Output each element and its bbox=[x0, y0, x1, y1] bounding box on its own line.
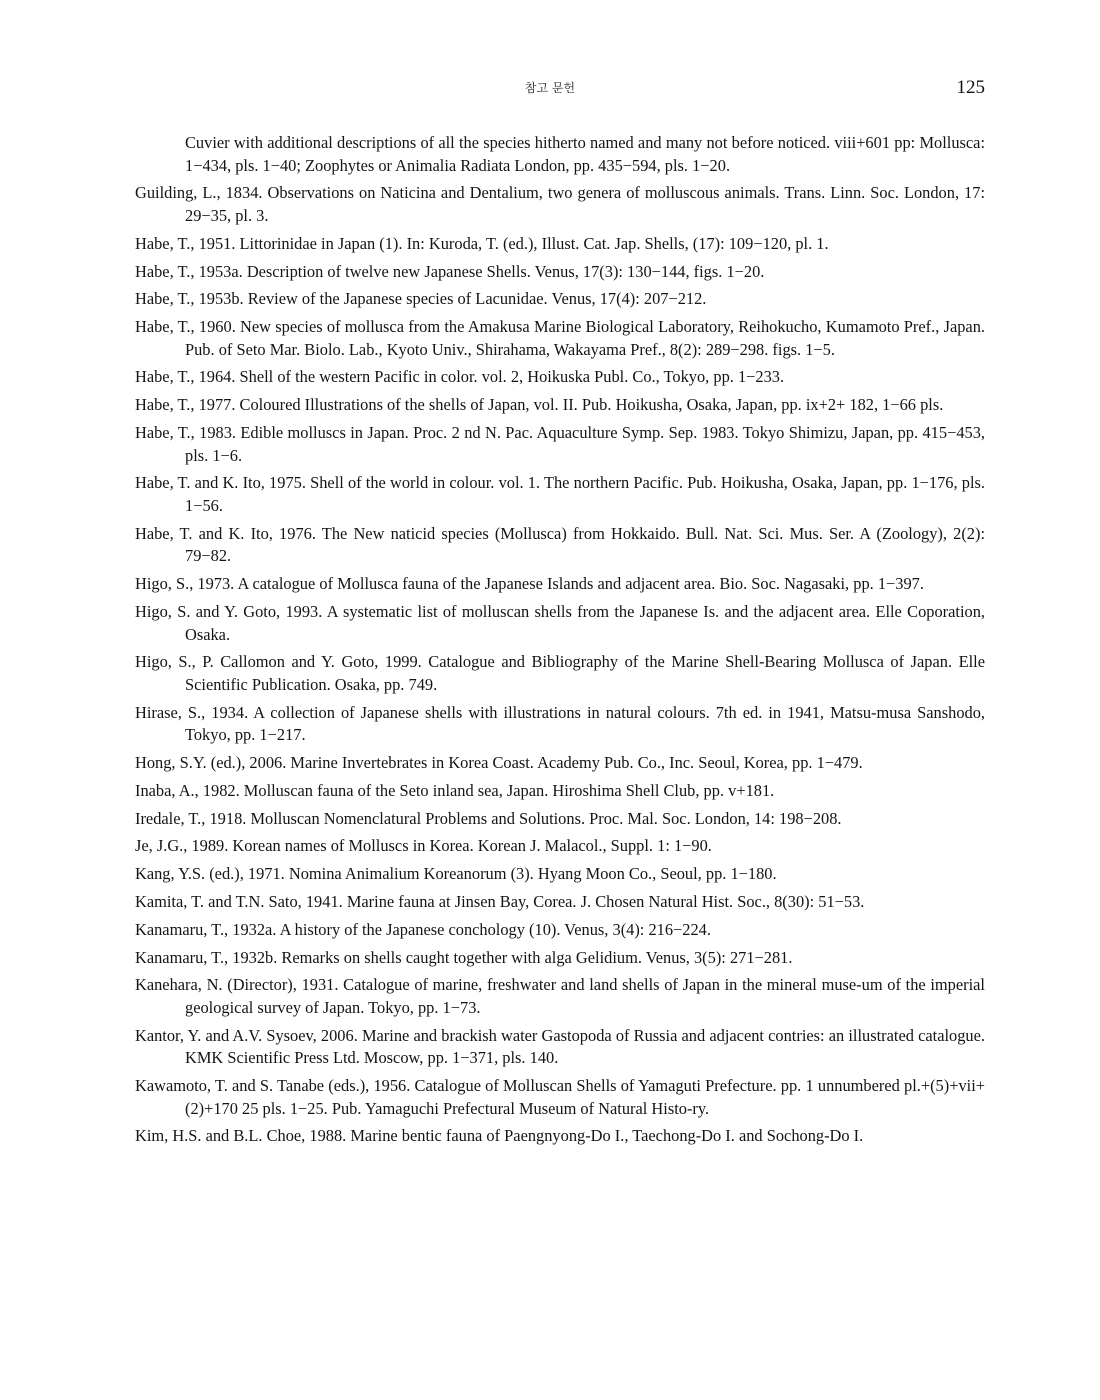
reference-entry: Kanehara, N. (Director), 1931. Catalogue of marine, freshwater and land shells of Japan in the mineral muse-um of the imperial geological survey of Japan. Tokyo, pp. 1−73. bbox=[135, 975, 985, 1017]
running-title: 참고 문헌 bbox=[524, 81, 576, 95]
reference-entry: Habe, T., 1953b. Review of the Japanese species of Lacunidae. Venus, 17(4): 207−212. bbox=[135, 289, 707, 309]
reference-entry: Habe, T., 1953a. Description of twelve new Japanese Shells. Venus, 17(3): 130−144, figs. 1−20. bbox=[135, 261, 765, 281]
reference-entry: Habe, T. and K. Ito, 1975. Shell of the world in colour. vol. 1. The northern Pacific. Pub. Hoikusha, Osaka, Japan, pp. 1−176, pls. 1−56. bbox=[135, 473, 985, 515]
reference-entry: Habe, T., 1977. Coloured Illustrations of the shells of Japan, vol. II. Pub. Hoikusha, Osaka, Japan, pp. ix+2+ 182, 1−66 pls. bbox=[135, 395, 944, 415]
reference-entry: Kamita, T. and T.N. Sato, 1941. Marine fauna at Jinsen Bay, Corea. J. Chosen Natural Hist. Soc., 8(30): 51−53. bbox=[135, 891, 865, 911]
reference-entry: Kantor, Y. and A.V. Sysoev, 2006. Marine and brackish water Gastopoda of Russia and adjacent contries: an illustrated catalogue. KMK Scientific Press Ltd. Moscow, pp. 1−371, pls. 140. bbox=[135, 1025, 985, 1068]
reference-entry: Habe, T., 1983. Edible molluscs in Japan. Proc. 2 nd N. Pac. Aquaculture Symp. Sep. 1983. Tokyo Shimizu, Japan, pp. 415−453, pls. 1−6. bbox=[135, 423, 985, 465]
reference-entry: Je, J.G., 1989. Korean names of Molluscs in Korea. Korean J. Malacol., Suppl. 1: 1−90. bbox=[135, 836, 712, 856]
reference-entry: Kanamaru, T., 1932a. A history of the Japanese conchology (10). Venus, 3(4): 216−224. bbox=[135, 919, 711, 939]
reference-entry: Iredale, T., 1918. Molluscan Nomenclatural Problems and Solutions. Proc. Mal. Soc. London, 14: 198−208. bbox=[135, 808, 842, 828]
reference-entry: Habe, T., 1964. Shell of the western Pacific in color. vol. 2, Hoikuska Publ. Co., Tokyo, pp. 1−233. bbox=[135, 367, 785, 387]
page-number: 125 bbox=[956, 77, 985, 98]
reference-entry: Kawamoto, T. and S. Tanabe (eds.), 1956. Catalogue of Molluscan Shells of Yamaguti Prefecture. pp. 1 unnumbered pl.+(5)+vii+(2)+170 25 pls. 1−25. Pub. Yamaguchi Prefectural Museum of Natural Histo-ry. bbox=[135, 1076, 985, 1118]
reference-entry: Cuvier with additional descriptions of all the species hitherto named and many not before noticed. viii+601 pp: Mollusca: 1−434, pls. 1−40; Zoophytes or Animalia Radiata London, pp. 435−594, pls. 1−20. bbox=[185, 133, 985, 175]
reference-entry: Higo, S., 1973. A catalogue of Mollusca fauna of the Japanese Islands and adjacent area. Bio. Soc. Nagasaki, pp. 1−397. bbox=[135, 574, 924, 594]
reference-list bbox=[135, 132, 985, 1153]
reference-entry: Kanamaru, T., 1932b. Remarks on shells caught together with alga Gelidium. Venus, 3(5): 271−281. bbox=[135, 947, 793, 967]
reference-entry: Kim, H.S. and B.L. Choe, 1988. Marine bentic fauna of Paengnyong-Do I., Taechong-Do I. and Sochong-Do I. bbox=[135, 1126, 864, 1146]
reference-entry: Habe, T. and K. Ito, 1976. The New naticid species (Mollusca) from Hokkaido. Bull. Nat. Sci. Mus. Ser. A (Zoology), 2(2): 79−82. bbox=[135, 523, 985, 566]
reference-entry: Habe, T., 1951. Littorinidae in Japan (1). In: Kuroda, T. (ed.), Illust. Cat. Jap. Shells, (17): 109−120, pl. 1. bbox=[135, 233, 829, 253]
reference-entry: Inaba, A., 1982. Molluscan fauna of the Seto inland sea, Japan. Hiroshima Shell Club, pp. v+181. bbox=[135, 780, 775, 800]
reference-entry: Hong, S.Y. (ed.), 2006. Marine Invertebrates in Korea Coast. Academy Pub. Co., Inc. Seoul, Korea, pp. 1−479. bbox=[135, 753, 863, 773]
reference-entry: Kang, Y.S. (ed.), 1971. Nomina Animalium Koreanorum (3). Hyang Moon Co., Seoul, pp. 1−180. bbox=[135, 864, 777, 884]
reference-entry: Higo, S., P. Callomon and Y. Goto, 1999. Catalogue and Bibliography of the Marine Shell-Bearing Mollusca of Japan. Elle Scientific Publication. Osaka, pp. 749. bbox=[135, 652, 985, 694]
reference-entry: Higo, S. and Y. Goto, 1993. A systematic list of molluscan shells from the Japanese Is. and the adjacent area. Elle Coporation, Osaka. bbox=[135, 601, 985, 644]
reference-entry: Habe, T., 1960. New species of mollusca from the Amakusa Marine Biological Laboratory, Reihokucho, Kumamoto Pref., Japan. Pub. of Seto Mar. Biolo. Lab., Kyoto Univ., Shirahama, Wakayama Pref., 8(2): 289−298. figs. 1−5. bbox=[135, 317, 985, 359]
reference-entry: Hirase, S., 1934. A collection of Japanese shells with illustrations in natural colours. 7th ed. in 1941, Matsu-musa Sanshodo, Tokyo, pp. 1−217. bbox=[135, 702, 985, 745]
reference-entry: Guilding, L., 1834. Observations on Naticina and Dentalium, two genera of molluscous animals. Trans. Linn. Soc. London, 17: 29−35, pl. 3. bbox=[135, 183, 985, 225]
